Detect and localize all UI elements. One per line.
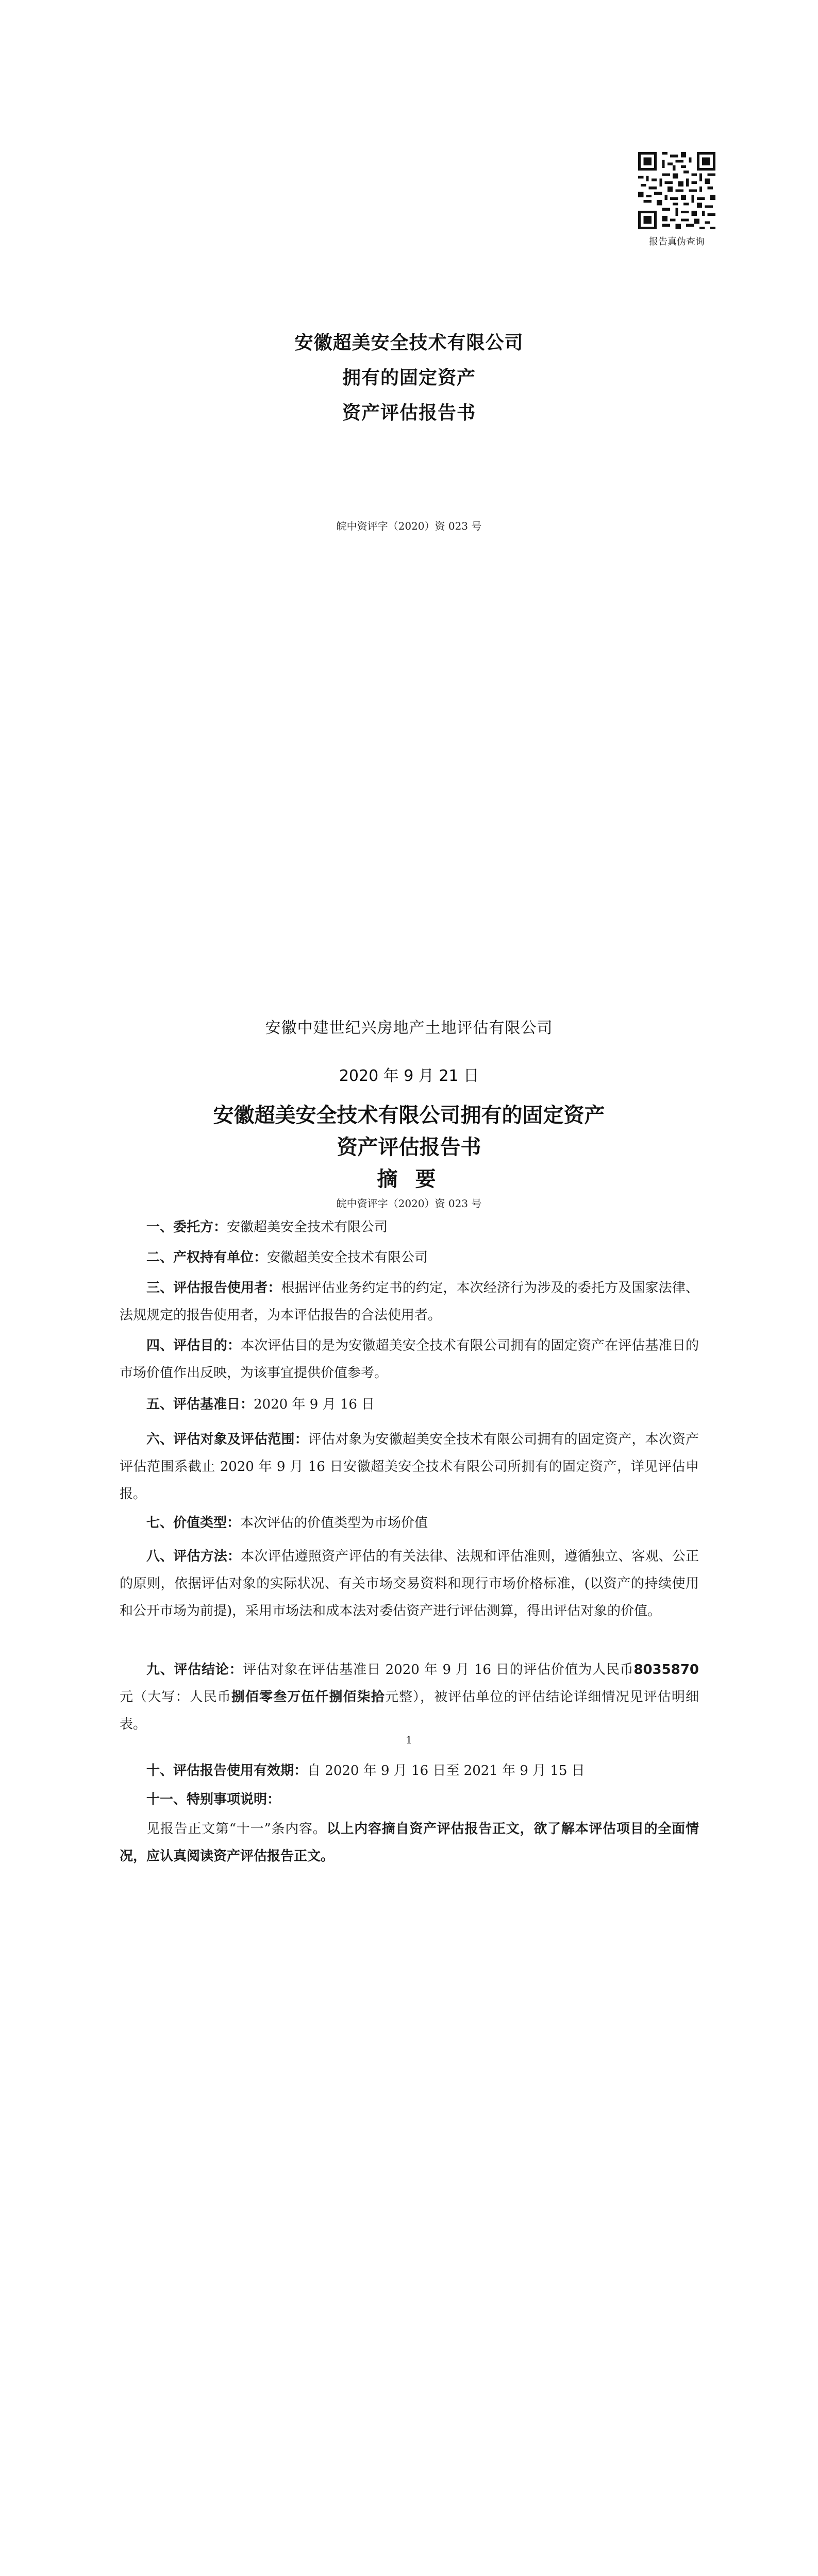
item-9-amount-words: 捌佰零叁万伍仟捌佰柒拾 (231, 1689, 385, 1705)
item-1-text: 安徽超美安全技术有限公司 (227, 1219, 388, 1235)
item-10-validity (120, 1757, 699, 1785)
item-5-text: 2020 年 9 月 16 日 (254, 1397, 375, 1412)
item-2-owner (120, 1244, 699, 1272)
summary-title-line-1: 安徽超美安全技术有限公司拥有的固定资产 (213, 1104, 605, 1127)
item-3-users (120, 1275, 699, 1329)
item-6-text: 评估对象为安徽超美安全技术有限公司拥有的固定资产，本次资产评估范围系截止 2020 年 9 月 16 日安徽超美安全技术有限公司所拥有的固定资产，详见评估申报。 (120, 1432, 699, 1502)
item-11-body (120, 1816, 699, 1870)
item-9-text-c: 元整），被评估单位的评估结论详细情况见评估明细表。 (120, 1689, 699, 1732)
cover-report-number: 皖中资评字（2020）资 023 号 (336, 520, 482, 532)
item-9-conclusion (120, 1656, 699, 1738)
item-2-label: 二、产权持有单位： (146, 1250, 268, 1265)
qr-caption: 报告真伪查询 (649, 236, 705, 247)
report-date: 2020 年 9 月 21 日 (339, 1067, 479, 1085)
item-1-client (120, 1214, 699, 1241)
cover-title-line-3: 资产评估报告书 (342, 402, 476, 423)
cover-title-line-2: 拥有的固定资产 (342, 367, 476, 388)
item-11-special-notes (120, 1786, 699, 1814)
item-10-label: 十、评估报告使用有效期： (146, 1763, 308, 1778)
item-8-methods (120, 1543, 699, 1625)
item-7-value-type (120, 1510, 699, 1537)
item-11-label: 十一、特别事项说明： (146, 1792, 281, 1807)
summary-heading: 摘 要 (377, 1167, 441, 1191)
item-8-text: 本次评估遵照资产评估的有关法律、法规和评估准则，遵循独立、客观、公正的原则，依据评估对象的实际状况、有关市场交易资料和现行市场价格标准，(以资产的持续使用和公开市场为前提)，采用市场法和成本法对委估资产进行评估测算，得出评估对象的价值。 (120, 1549, 699, 1619)
item-4-label: 四、评估目的： (146, 1338, 241, 1353)
item-9-amount: 8035870 (633, 1662, 699, 1677)
item-8-label: 八、评估方法： (146, 1549, 241, 1564)
summary-report-number: 皖中资评字（2020）资 023 号 (336, 1197, 482, 1210)
item-5-base-date (120, 1391, 699, 1418)
item-6-label: 六、评估对象及评估范围： (146, 1432, 308, 1447)
item-9-text-a: 评估对象在评估基准日 2020 年 9 月 16 日的评估价值为人民币 (243, 1662, 634, 1677)
summary-title-line-2: 资产评估报告书 (337, 1136, 481, 1159)
qr-code-icon[interactable] (638, 152, 715, 229)
item-3-label: 三、评估报告使用者： (146, 1280, 281, 1296)
cover-title-line-1: 安徽超美安全技术有限公司 (294, 332, 524, 353)
item-11-text-b: 以上内容摘自资产评估报告正文，欲了解本评估项目的全面情况，应认真阅读资产评估报告正文。 (120, 1821, 699, 1864)
item-1-label: 一、委托方： (146, 1219, 227, 1235)
item-5-label: 五、评估基准日： (146, 1397, 254, 1412)
page-number-1: 1 (406, 1734, 412, 1746)
item-2-text: 安徽超美安全技术有限公司 (267, 1250, 428, 1265)
item-11-text-a: 见报告正文第“十一”条内容。 (146, 1821, 327, 1837)
item-10-text: 自 2020 年 9 月 16 日至 2021 年 9 月 15 日 (307, 1763, 585, 1778)
item-6-scope (120, 1426, 699, 1508)
appraisal-firm-name: 安徽中建世纪兴房地产土地评估有限公司 (265, 1019, 553, 1037)
item-7-label: 七、价值类型： (146, 1515, 241, 1531)
item-4-purpose (120, 1332, 699, 1387)
item-9-text-b: 元（大写：人民币 (120, 1689, 231, 1705)
item-3-text: 根据评估业务约定书的约定，本次经济行为涉及的委托方及国家法律、法规规定的报告使用者，为本评估报告的合法使用者。 (120, 1280, 699, 1323)
item-9-label: 九、评估结论： (146, 1662, 243, 1677)
item-7-text: 本次评估的价值类型为市场价值 (240, 1515, 428, 1531)
item-4-text: 本次评估目的是为安徽超美安全技术有限公司拥有的固定资产在评估基准日的市场价值作出反映，为该事宜提供价值参考。 (120, 1338, 699, 1381)
